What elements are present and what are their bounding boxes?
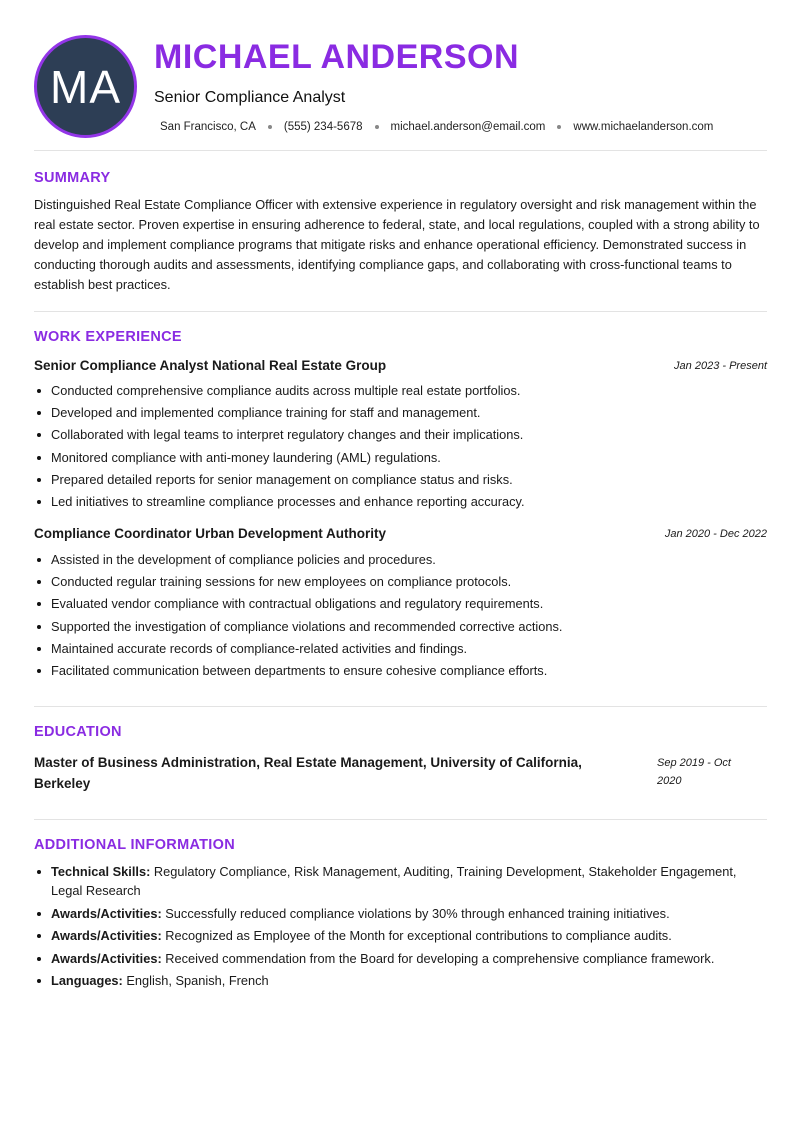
section-divider	[34, 706, 767, 707]
job-dates: Jan 2023 - Present	[674, 360, 767, 372]
info-label: Awards/Activities:	[51, 950, 162, 966]
contact-location: San Francisco, CA	[160, 121, 256, 133]
summary-heading: SUMMARY	[34, 170, 111, 186]
info-text: English, Spanish, French	[122, 973, 269, 988]
section-divider	[34, 311, 767, 312]
education-heading: EDUCATION	[34, 724, 122, 740]
list-item: Prepared detailed reports for senior management on compliance status and risks.	[34, 469, 767, 491]
candidate-title: Senior Compliance Analyst	[154, 89, 346, 106]
list-item: Led initiatives to streamline compliance processes and enhance reporting accuracy.	[34, 491, 767, 513]
avatar-initials: MA	[50, 60, 121, 113]
list-item: Developed and implemented compliance training for staff and management.	[34, 402, 767, 424]
info-text: Recognized as Employee of the Month for exceptional contributions to compliance audits.	[161, 928, 672, 943]
info-label: Awards/Activities:	[51, 928, 162, 943]
list-item	[34, 862, 767, 900]
job-role: Compliance Coordinator Urban Development Authority	[34, 526, 387, 541]
avatar	[34, 35, 137, 138]
list-item: Conducted regular training sessions for new employees on compliance protocols.	[34, 571, 767, 593]
contact-separator	[557, 125, 561, 129]
info-text: Successfully reduced compliance violations by 30% through enhanced training initiatives.	[161, 905, 670, 921]
education-dates: Sep 2019 - Oct 2020	[657, 757, 731, 787]
contact-email[interactable]: michael.anderson@email.com	[390, 121, 546, 133]
info-label: Awards/Activities:	[51, 905, 162, 921]
info-text: Regulatory Compliance, Risk Management, Auditing, Training Development, Stakeholder Engagement, Legal Research	[51, 864, 737, 898]
job-dates: Jan 2020 - Dec 2022	[664, 528, 767, 540]
contact-separator	[268, 125, 272, 129]
info-label: Technical Skills:	[51, 864, 151, 879]
section-divider	[34, 819, 767, 820]
list-item: Maintained accurate records of compliance-related activities and findings.	[34, 638, 767, 660]
list-item: Conducted comprehensive compliance audits across multiple real estate portfolios.	[34, 380, 767, 402]
work-experience-heading: WORK EXPERIENCE	[34, 329, 182, 345]
section-divider	[34, 150, 767, 151]
job-bullets	[34, 549, 767, 682]
list-item: Evaluated vendor compliance with contractual obligations and regulatory requirements.	[34, 593, 767, 615]
job-header	[34, 358, 767, 376]
contact-phone: (555) 234-5678	[283, 121, 363, 133]
list-item: Facilitated communication between departments to ensure cohesive compliance efforts.	[34, 660, 767, 682]
summary-text: Distinguished Real Estate Compliance Officer with extensive experience in regulatory oversight and risk management within the real estate sector. Proven expertise in ensuring adherence to federal, state, and local regulations, coupled with a strong ability to develop and implement compliance programs that mitigate risks and enhance operational efficiency. Demonstrated success in conducting thorough audits and assessments, identifying compliance gaps, and collaborating with cross-functional teams to establish best practices.	[34, 197, 760, 292]
info-text: Received commendation from the Board for developing a comprehensive compliance framework.	[161, 950, 715, 966]
list-item	[34, 904, 767, 923]
contact-info	[160, 121, 713, 133]
job-header	[34, 526, 767, 544]
job-bullets	[34, 380, 767, 513]
list-item: Supported the investigation of compliance violations and recommended corrective actions.	[34, 616, 767, 638]
list-item: Monitored compliance with anti-money laundering (AML) regulations.	[34, 447, 767, 469]
candidate-name: MICHAEL ANDERSON	[154, 38, 520, 76]
contact-separator	[375, 125, 379, 129]
job-role: Senior Compliance Analyst National Real Estate Group	[34, 358, 387, 373]
education-degree: Master of Business Administration, Real Estate Management, University of California, Berkeley	[34, 755, 582, 791]
additional-info-list	[34, 862, 767, 994]
list-item	[34, 926, 767, 945]
list-item	[34, 949, 767, 968]
additional-info-heading: ADDITIONAL INFORMATION	[34, 837, 235, 853]
contact-website[interactable]: www.michaelanderson.com	[573, 121, 714, 133]
list-item: Collaborated with legal teams to interpret regulatory changes and their implications.	[34, 424, 767, 446]
list-item: Assisted in the development of compliance policies and procedures.	[34, 549, 767, 571]
info-label: Languages:	[51, 973, 123, 988]
list-item	[34, 971, 767, 990]
